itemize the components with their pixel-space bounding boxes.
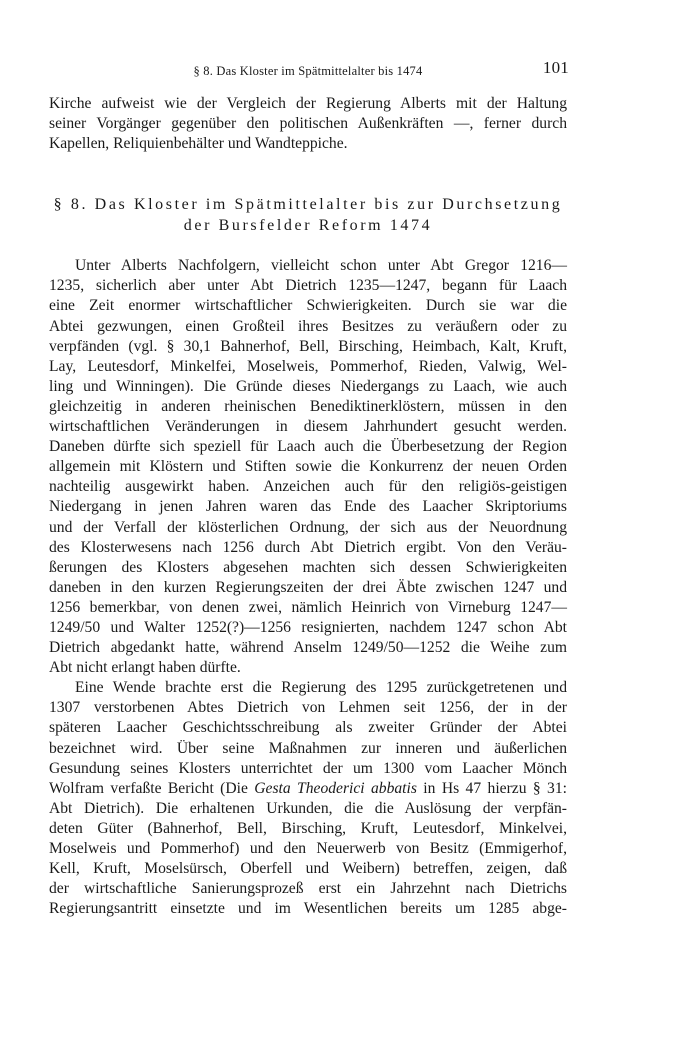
text-line: Lay, Leutesdorf, Minkelfei, Moselweis, Pommerhof, Rieden, Valwig, Wel- — [49, 357, 567, 375]
text-line: Regierungsantritt einsetzte und im Wesentlichen bereits um 1285 abge- — [49, 900, 567, 918]
text-line: ßerungen des Klosters abgesehen machten sich dessen Schwierigkeiten — [49, 558, 567, 576]
text-line: und der Verfall der klösterlichen Ordnung, der sich aus der Neuordnung — [49, 518, 567, 536]
body-paragraph-2 — [49, 678, 567, 919]
book-page — [49, 58, 567, 919]
intro-paragraph — [49, 94, 567, 154]
text-line: Abtei gezwungen, einen Großteil ihres Besitzes zu veräußern oder zu — [49, 317, 567, 335]
text-line: 1249/50 und Walter 1252(?)—1256 resignierten, nachdem 1247 schon Abt — [49, 618, 567, 636]
text-line: gleichzeitig in anderen rheinischen Benediktinerklöstern, müssen in den — [49, 397, 567, 415]
running-head-title: § 8. Das Kloster im Spätmittelalter bis 1474 — [193, 64, 423, 78]
page-number: 101 — [542, 58, 569, 77]
text-fragment: Wolfram verfaßte Bericht (Die — [49, 779, 255, 797]
text-line: wirtschaftlichen Veränderungen in diesem Jahrhundert gesucht werden. — [49, 418, 567, 436]
text-line: Unter Alberts Nachfolgern, vielleicht schon unter Abt Gregor 1216— — [75, 257, 567, 275]
text-line: ling und Winningen). Die Gründe dieses Niedergangs zu Laach, wie auch — [49, 377, 567, 395]
text-line: der wirtschaftliche Sanierungsprozeß erst ein Jahrzehnt nach Dietrichs — [49, 880, 567, 898]
text-line: Niedergang in jenen Jahren waren das Ende des Laacher Skriptoriums — [49, 498, 567, 516]
text-line: daneben in den kurzen Regierungszeiten der drei Äbte zwischen 1247 und — [49, 578, 567, 596]
text-line: Dietrich abgedankt hatte, während Anselm 1249/50—1252 die Weihe zum — [49, 639, 567, 657]
text-line: Eine Wende brachte erst die Regierung des 1295 zurückgetretenen und — [75, 679, 567, 697]
text-line: deten Güter (Bahnerhof, Bell, Birsching, Kruft, Leutesdorf, Minkelvei, — [49, 819, 567, 837]
text-line: 1307 verstorbenen Abtes Dietrich von Lehmen seit 1256, der in der — [49, 699, 567, 717]
section-heading-line: der Bursfelder Reform 1474 — [183, 217, 433, 235]
section-heading — [49, 194, 567, 236]
text-line: bezeichnet wird. Über seine Maßnahmen zur inneren und äußerlichen — [49, 739, 567, 757]
text-line: Moselweis und Pommerhof) und den Neuerwerb von Besitz (Emmigerhof, — [49, 840, 567, 857]
text-line: 1235, sicherlich aber unter Abt Dietrich 1235—1247, begann für Laach — [49, 277, 567, 295]
text-line: Kirche aufweist wie der Vergleich der Regierung Alberts mit der Haltung — [49, 95, 567, 112]
text-line: verpfänden (vgl. § 30,1 Bahnerhof, Bell, Birsching, Heimbach, Kalt, Kruft, — [49, 337, 567, 355]
italic-title-gesta: Gesta Theoderici abbatis — [254, 779, 417, 797]
text-fragment: in Hs 47 hierzu § 31: — [416, 779, 567, 797]
text-line: Gesundung seines Klosters unterrichtet der um 1300 vom Laacher Mönch — [49, 759, 567, 777]
text-line: Kell, Kruft, Moselsürsch, Oberfell und Weibern) betreffen, zeigen, daß — [49, 860, 567, 878]
text-line: späteren Laacher Geschichtsschreibung als zweiter Gründer der Abtei — [49, 719, 567, 737]
text-line: eine Zeit enormer wirtschaftlicher Schwierigkeiten. Durch sie war die — [49, 297, 567, 315]
text-line: Abt nicht erlangt haben dürfte. — [49, 659, 241, 677]
text-line: Abt Dietrich). Die erhaltenen Urkunden, die die Auslösung der verpfän- — [49, 799, 567, 817]
text-line: nachteilig ausgewirkt haben. Anzeichen auch für den religiös-geistigen — [49, 478, 567, 496]
text-line: seiner Vorgänger gegenüber den politischen Außenkräften —, ferner durch — [49, 115, 567, 133]
text-line: 1256 bemerkbar, von denen zwei, nämlich Heinrich von Virneburg 1247— — [49, 598, 567, 616]
text-line-with-italic-title — [49, 779, 567, 799]
running-head — [49, 58, 567, 84]
body-paragraph-1 — [49, 256, 567, 678]
text-line: Daneben dürfte sich speziell für Laach auch die Überbesetzung der Region — [49, 438, 567, 456]
section-heading-line: § 8. Das Kloster im Spätmittelalter bis zur Durchsetzung — [53, 196, 563, 214]
text-line: des Klosterwesens nach 1256 durch Abt Dietrich ergibt. Von den Veräu- — [49, 538, 567, 556]
text-line: Kapellen, Reliquienbehälter und Wandteppiche. — [49, 135, 348, 153]
text-line: allgemein mit Klöstern und Stiften sowie die Konkurrenz der neuen Orden — [49, 458, 567, 476]
